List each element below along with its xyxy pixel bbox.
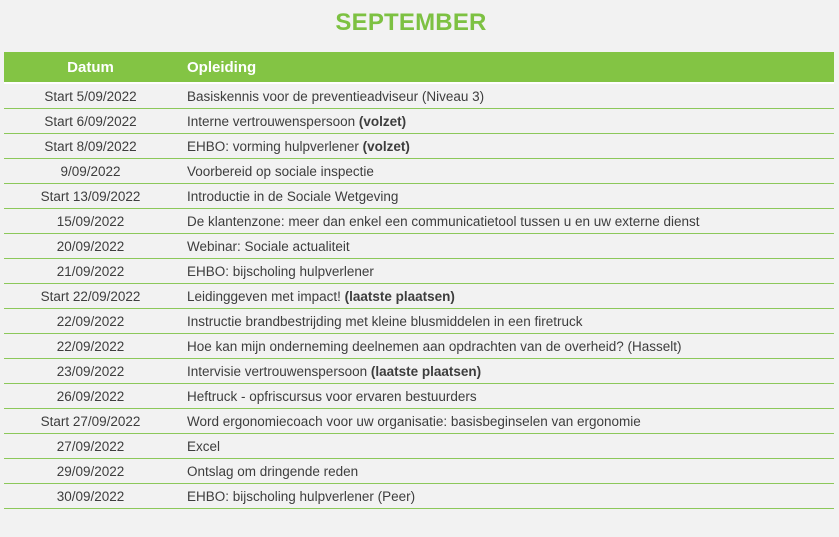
course-cell[interactable] bbox=[177, 83, 834, 109]
date-cell: Start 5/09/2022 bbox=[4, 83, 177, 109]
date-cell: 22/09/2022 bbox=[4, 334, 177, 359]
course-title: De klantenzone: meer dan enkel een communicatietool tussen u en uw externe dienst bbox=[187, 213, 700, 229]
course-title: Introductie in de Sociale Wetgeving bbox=[187, 188, 399, 204]
date-cell: 23/09/2022 bbox=[4, 359, 177, 384]
table-row bbox=[4, 309, 834, 334]
table-row bbox=[4, 159, 834, 184]
table-row bbox=[4, 184, 834, 209]
table-row bbox=[4, 259, 834, 284]
date-cell: 29/09/2022 bbox=[4, 459, 177, 484]
course-title: Word ergonomiecoach voor uw organisatie: basisbeginselen van ergonomie bbox=[187, 413, 641, 429]
course-cell[interactable] bbox=[177, 434, 834, 459]
course-cell[interactable] bbox=[177, 334, 834, 359]
page-title: SEPTEMBER bbox=[335, 9, 487, 36]
course-title: EHBO: vorming hulpverlener bbox=[187, 138, 363, 154]
course-cell[interactable] bbox=[177, 109, 834, 134]
course-title: Ontslag om dringende reden bbox=[187, 463, 359, 479]
availability-tag: (volzet) bbox=[358, 113, 407, 129]
table-row bbox=[4, 284, 834, 309]
course-title: EHBO: bijscholing hulpverlener bbox=[187, 263, 374, 279]
course-title: Excel bbox=[187, 438, 221, 454]
course-cell[interactable] bbox=[177, 134, 834, 159]
course-cell[interactable] bbox=[177, 484, 834, 509]
table-row bbox=[4, 359, 834, 384]
table-row bbox=[4, 409, 834, 434]
course-title: Instructie brandbestrijding met kleine blusmiddelen in een firetruck bbox=[187, 313, 583, 329]
table-row bbox=[4, 209, 834, 234]
date-cell: 21/09/2022 bbox=[4, 259, 177, 284]
course-title: Interne vertrouwenspersoon bbox=[187, 113, 359, 129]
table-row bbox=[4, 134, 834, 159]
course-cell[interactable] bbox=[177, 309, 834, 334]
table-row bbox=[4, 234, 834, 259]
table-body bbox=[4, 83, 834, 509]
table-row bbox=[4, 434, 834, 459]
date-cell: 20/09/2022 bbox=[4, 234, 177, 259]
date-cell: 22/09/2022 bbox=[4, 309, 177, 334]
table-row bbox=[4, 384, 834, 409]
availability-tag: (laatste plaatsen) bbox=[370, 363, 482, 379]
availability-tag: (volzet) bbox=[362, 138, 410, 154]
course-title: Voorbereid op sociale inspectie bbox=[187, 163, 374, 179]
course-cell[interactable] bbox=[177, 384, 834, 409]
course-title: Basiskennis voor de preventieadviseur (Niveau 3) bbox=[187, 88, 485, 104]
table-row bbox=[4, 484, 834, 509]
course-title: Hoe kan mijn onderneming deelnemen aan opdrachten van de overheid? (Hasselt) bbox=[187, 338, 682, 354]
table-header bbox=[4, 52, 834, 83]
date-cell: 9/09/2022 bbox=[4, 159, 177, 184]
availability-tag: (laatste plaatsen) bbox=[344, 288, 455, 304]
table-row bbox=[4, 459, 834, 484]
table-row bbox=[4, 109, 834, 134]
course-title: Intervisie vertrouwenspersoon bbox=[187, 363, 371, 379]
course-cell[interactable] bbox=[177, 159, 834, 184]
course-title: Heftruck - opfriscursus voor ervaren bestuurders bbox=[187, 388, 477, 404]
date-cell: Start 27/09/2022 bbox=[4, 409, 177, 434]
training-schedule-table bbox=[4, 52, 834, 509]
date-cell: Start 22/09/2022 bbox=[4, 284, 177, 309]
date-cell: Start 6/09/2022 bbox=[4, 109, 177, 134]
date-cell: 27/09/2022 bbox=[4, 434, 177, 459]
course-title: Leidinggeven met impact! bbox=[187, 288, 345, 304]
header-row bbox=[4, 52, 834, 83]
course-cell[interactable] bbox=[177, 184, 834, 209]
course-cell[interactable] bbox=[177, 259, 834, 284]
date-cell: Start 13/09/2022 bbox=[4, 184, 177, 209]
date-cell: Start 8/09/2022 bbox=[4, 134, 177, 159]
course-title: Webinar: Sociale actualiteit bbox=[187, 238, 350, 254]
column-header-date: Datum bbox=[4, 52, 177, 83]
course-cell[interactable] bbox=[177, 409, 834, 434]
table-row bbox=[4, 83, 834, 109]
course-cell[interactable] bbox=[177, 459, 834, 484]
course-cell[interactable] bbox=[177, 209, 834, 234]
date-cell: 15/09/2022 bbox=[4, 209, 177, 234]
column-header-course: Opleiding bbox=[177, 52, 834, 83]
course-cell[interactable] bbox=[177, 234, 834, 259]
course-cell[interactable] bbox=[177, 359, 834, 384]
table-row bbox=[4, 334, 834, 359]
course-title: EHBO: bijscholing hulpverlener (Peer) bbox=[187, 488, 416, 504]
date-cell: 30/09/2022 bbox=[4, 484, 177, 509]
course-cell[interactable] bbox=[177, 284, 834, 309]
date-cell: 26/09/2022 bbox=[4, 384, 177, 409]
